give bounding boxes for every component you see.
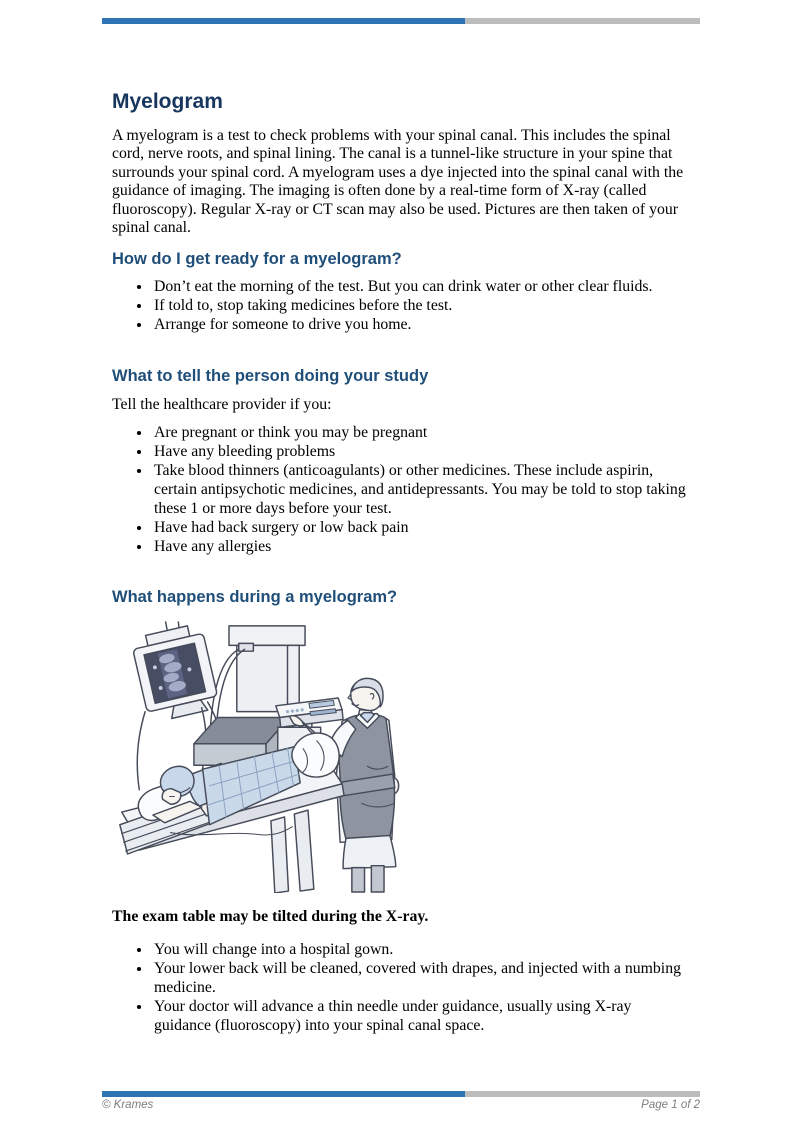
footer-copyright: © Krames — [102, 1099, 154, 1111]
bullet-item: • You will change into a hospital gown. — [152, 940, 690, 959]
footer-rule-gray-segment — [465, 1091, 700, 1097]
page-footer — [102, 1099, 700, 1111]
bullet-item: • Have had back surgery or low back pain — [152, 518, 690, 537]
section-what-to-tell — [112, 366, 690, 555]
footer-rule — [102, 1091, 700, 1097]
bullet-item: • Have any allergies — [152, 537, 690, 556]
section-get-ready — [112, 249, 690, 334]
get-ready-bullet-list — [112, 277, 690, 334]
page-title: Myelogram — [112, 90, 223, 113]
section-heading-what-to-tell: What to tell the person doing your study — [112, 367, 429, 386]
bullet-item: • Have any bleeding problems — [152, 442, 690, 461]
document-body — [112, 24, 690, 1035]
what-to-tell-lead: Tell the healthcare provider if you: — [112, 396, 332, 414]
during-bullet-list — [112, 940, 690, 1035]
section-heading-get-ready: How do I get ready for a myelogram? — [112, 250, 402, 269]
bullet-item: • If told to, stop taking medicines before the test. — [152, 296, 690, 315]
intro-paragraph: A myelogram is a test to check problems with your spinal canal. This includes the spinal cord, nerve roots, and spinal lining. The canal is a tunnel-like structure in your spine that surrounds your spinal cord. A myelogram uses a dye injected into the spinal canal with the guidance of imaging. The imaging is often done by a real-time form of X-ray (called fluoroscopy). Regular X-ray or CT scan may also be used. Pictures are then taken of your spinal canal. — [112, 127, 684, 237]
myelogram-exam-illustration — [112, 620, 690, 898]
bullet-item: • Take blood thinners (anticoagulants) or other medicines. These include aspirin, certain antipsychotic medicines, and antidepressants. You may be told to stop taking these 1 or more days before your test. — [152, 461, 690, 518]
bullet-item: • Your doctor will advance a thin needle under guidance, usually using X-ray guidance (fluoroscopy) into your spinal canal space. — [152, 997, 690, 1035]
section-heading-during: What happens during a myelogram? — [112, 587, 398, 606]
what-to-tell-bullet-list — [112, 423, 690, 556]
bullet-item: • Don’t eat the morning of the test. But you can drink water or other clear fluids. — [152, 277, 690, 296]
bullet-item: • Are pregnant or think you may be pregnant — [152, 423, 690, 442]
bullet-item: • Arrange for someone to drive you home. — [152, 315, 690, 334]
figure-caption: The exam table may be tilted during the X-ray. — [112, 907, 429, 925]
bullet-item: • Your lower back will be cleaned, covered with drapes, and injected with a numbing medicine. — [152, 959, 690, 997]
footer-page-number: Page 1 of 2 — [641, 1099, 700, 1111]
footer-rule-blue-segment — [102, 1091, 465, 1097]
section-during-myelogram — [112, 587, 690, 1036]
exam-table-xray-illustration — [112, 620, 424, 893]
